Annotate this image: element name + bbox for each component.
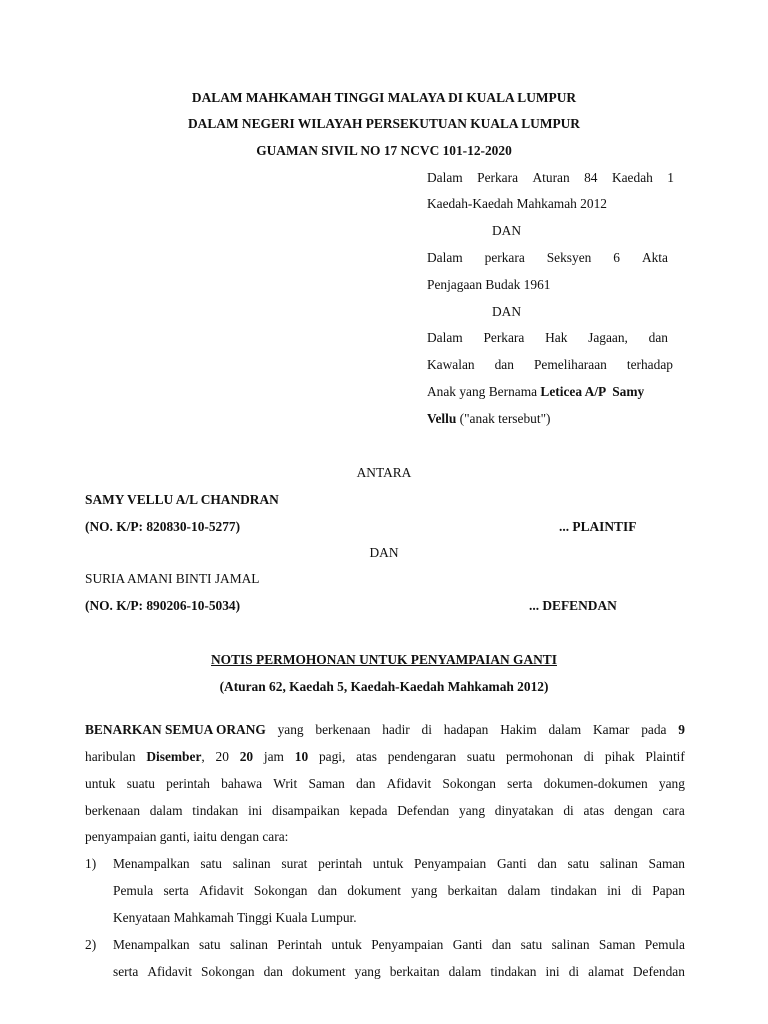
- item2-line1: [113, 936, 685, 954]
- word: alamat: [588, 964, 624, 979]
- word: Pemula: [644, 937, 685, 952]
- word: Pemeliharaan: [533, 357, 607, 372]
- child-name-cont: Vellu: [427, 411, 457, 426]
- word: perkara: [484, 250, 525, 265]
- word: pihak: [604, 749, 635, 764]
- word: untuk: [331, 937, 362, 952]
- word: serta: [113, 964, 139, 979]
- word: ini: [248, 803, 263, 818]
- word: dan: [491, 937, 512, 952]
- word: yang: [411, 883, 438, 898]
- plaintiff-name: SAMY VELLU A/L CHANDRAN: [85, 492, 279, 507]
- word: di: [583, 749, 595, 764]
- word: satu: [199, 937, 221, 952]
- item1-line2: [113, 882, 685, 900]
- word: satu: [520, 937, 543, 952]
- word: di: [421, 722, 432, 737]
- word: untuk: [85, 776, 116, 791]
- word: Menampalkan: [113, 856, 190, 871]
- word: Perkara: [477, 170, 519, 185]
- word: kepada: [349, 803, 388, 818]
- hearing-year: 20: [239, 749, 254, 764]
- body-para-line2: [85, 748, 685, 766]
- item2-number: 2): [85, 937, 97, 952]
- item1-number: 1): [85, 856, 97, 871]
- word: dalam: [448, 964, 482, 979]
- word: Pemula: [113, 883, 154, 898]
- word: Kaedah: [611, 170, 653, 185]
- word: Dalam: [427, 330, 463, 345]
- word: tindakan: [192, 803, 239, 818]
- word: berkenaan: [85, 803, 141, 818]
- word: perintah: [166, 776, 210, 791]
- word: hadir: [382, 722, 410, 737]
- word: berkenaan: [315, 722, 371, 737]
- item1-line1: [113, 855, 685, 873]
- word: yang: [459, 803, 486, 818]
- word: Kamar: [592, 722, 630, 737]
- matter3-line4: [427, 410, 551, 428]
- matter3-line3-prefix: Anak yang Bernama: [427, 384, 541, 399]
- word: Kawalan: [427, 357, 475, 372]
- word: Saman: [308, 776, 345, 791]
- court-heading-line2: DALAM NEGERI WILAYAH PERSEKUTUAN KUALA LUMPUR: [188, 116, 580, 131]
- word: terhadap: [626, 357, 673, 372]
- word: Menampalkan: [113, 937, 190, 952]
- word: serta: [507, 776, 533, 791]
- case-number: GUAMAN SIVIL NO 17 NCVC 101-12-2020: [256, 143, 512, 158]
- word: pagi,: [318, 749, 346, 764]
- comma: ,: [201, 749, 205, 764]
- dan-separator-1: DAN: [492, 223, 522, 238]
- word: perintah: [318, 856, 363, 871]
- word: yang: [277, 722, 304, 737]
- body-para-line1: [85, 721, 685, 739]
- benarkan-semua-orang: BENARKAN SEMUA ORANG: [85, 722, 266, 737]
- word: serta: [163, 883, 189, 898]
- matter2-line2: Penjagaan Budak 1961: [427, 277, 551, 292]
- notice-subtitle: (Aturan 62, Kaedah 5, Kaedah-Kaedah Mahkamah 2012): [219, 679, 549, 694]
- matter1-line2: Kaedah-Kaedah Mahkamah 2012: [427, 196, 607, 211]
- word: Hakim: [500, 722, 537, 737]
- word: Afidavit: [199, 883, 244, 898]
- word: dalam: [548, 722, 582, 737]
- word: di: [568, 964, 580, 979]
- word: ini: [545, 964, 560, 979]
- word: 84: [584, 170, 598, 185]
- word: atas: [356, 749, 377, 764]
- word: Ganti: [496, 856, 527, 871]
- word: Akta: [641, 250, 668, 265]
- word: Afidavit: [386, 776, 432, 791]
- word: dan: [317, 883, 338, 898]
- body-para-line5: penyampaian ganti, iaitu dengan cara:: [85, 829, 289, 844]
- dan-parties-label: DAN: [369, 545, 399, 560]
- word: Writ: [273, 776, 298, 791]
- word: haribulan: [85, 749, 136, 764]
- word: Plaintif: [645, 749, 685, 764]
- hearing-day: 9: [678, 722, 685, 737]
- word: di: [563, 803, 574, 818]
- dan-separator-2: DAN: [492, 304, 522, 319]
- word: pendengaran: [387, 749, 457, 764]
- word: dan: [356, 776, 376, 791]
- child-alias: ("anak tersebut"): [456, 411, 551, 426]
- word: salinan: [551, 937, 590, 952]
- word: cara: [662, 803, 685, 818]
- word: jam: [263, 749, 284, 764]
- word: Perintah: [277, 937, 322, 952]
- word: suatu: [466, 749, 496, 764]
- word: yang: [658, 776, 685, 791]
- word: dengan: [614, 803, 653, 818]
- word: untuk: [372, 856, 404, 871]
- word: Sokongan: [442, 776, 496, 791]
- word: Sokongan: [201, 964, 255, 979]
- word: Penyampaian: [414, 856, 487, 871]
- word: Saman: [648, 856, 685, 871]
- word: Afidavit: [147, 964, 192, 979]
- word: dokument: [347, 883, 401, 898]
- child-name: Leticea A/P Samy: [540, 384, 645, 399]
- word: Seksyen: [546, 250, 592, 265]
- year-prefix: 20: [215, 749, 229, 764]
- word: suatu: [126, 776, 155, 791]
- word: surat: [281, 856, 308, 871]
- word: Penyampaian: [371, 937, 444, 952]
- word: di: [631, 883, 642, 898]
- hearing-month-group: [146, 748, 204, 766]
- word: Perkara: [483, 330, 525, 345]
- word: Defendan: [632, 964, 685, 979]
- defendant-role: ... DEFENDAN: [529, 598, 617, 613]
- matter3-line3: [427, 383, 644, 401]
- notice-title: NOTIS PERMOHONAN UNTUK PENYAMPAIAN GANTI: [211, 652, 557, 667]
- word: bahawa: [221, 776, 263, 791]
- hearing-hour: 10: [294, 749, 309, 764]
- plaintiff-role: ... PLAINTIF: [559, 519, 637, 534]
- word: Defendan: [397, 803, 450, 818]
- defendant-ic: (NO. K/P: 890206-10-5034): [85, 598, 241, 613]
- court-heading-line1: DALAM MAHKAMAH TINGGI MALAYA DI KUALA LUMPUR: [191, 90, 577, 105]
- word: 6: [613, 250, 620, 265]
- word: tindakan: [490, 964, 537, 979]
- word: pada: [641, 722, 667, 737]
- body-para-line3: [85, 775, 685, 793]
- word: Hak: [545, 330, 568, 345]
- hearing-month: Disember: [146, 749, 202, 764]
- word: berkaitan: [447, 883, 498, 898]
- word: dokumen-dokumen: [543, 776, 648, 791]
- word: dalam: [507, 883, 541, 898]
- word: dan: [494, 357, 514, 372]
- word: atas: [583, 803, 605, 818]
- word: dan: [537, 856, 557, 871]
- word: ini: [607, 883, 622, 898]
- matter3-line1: [427, 329, 668, 347]
- item2-line2: [113, 963, 685, 981]
- word: dalam: [149, 803, 183, 818]
- notice-title-wrap: [0, 651, 768, 669]
- word: salinan: [229, 937, 268, 952]
- word: Dalam: [427, 170, 463, 185]
- word: satu: [200, 856, 222, 871]
- plaintiff-ic: (NO. K/P: 820830-10-5277): [85, 519, 241, 534]
- matter1-line1: [427, 169, 674, 187]
- word: dan: [263, 964, 283, 979]
- word: 1: [667, 170, 674, 185]
- word: berkaitan: [389, 964, 440, 979]
- matter2-line1: [427, 249, 668, 267]
- word: Jagaan,: [588, 330, 628, 345]
- word: Dalam: [427, 250, 463, 265]
- antara-label: ANTARA: [356, 465, 412, 480]
- word: Papan: [652, 883, 685, 898]
- word: permohonan: [505, 749, 573, 764]
- word: dinyatakan: [494, 803, 554, 818]
- word: yang: [354, 964, 381, 979]
- body-para-line4: [85, 802, 685, 820]
- matter3-line2: [427, 356, 673, 374]
- word: Ganti: [452, 937, 483, 952]
- word: dan: [648, 330, 668, 345]
- word: Saman: [598, 937, 636, 952]
- word: tindakan: [550, 883, 597, 898]
- word: salinan: [232, 856, 271, 871]
- item1-line3: Kenyataan Mahkamah Tinggi Kuala Lumpur.: [113, 910, 357, 925]
- defendant-name: SURIA AMANI BINTI JAMAL: [85, 571, 260, 586]
- word: dokument: [292, 964, 346, 979]
- word: Aturan: [532, 170, 570, 185]
- word: hadapan: [443, 722, 489, 737]
- word: Sokongan: [253, 883, 308, 898]
- word: disampaikan: [272, 803, 340, 818]
- word: salinan: [599, 856, 638, 871]
- word: satu: [567, 856, 590, 871]
